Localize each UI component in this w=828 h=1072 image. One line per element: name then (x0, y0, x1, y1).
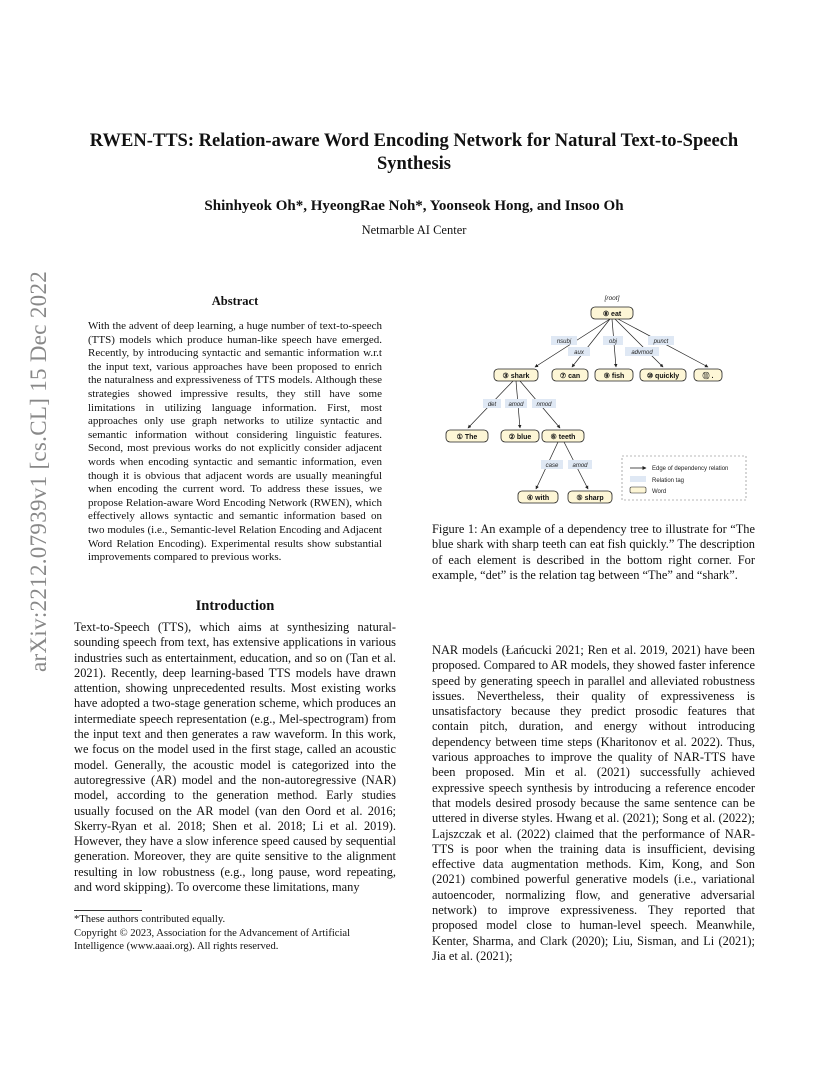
node-the: ① The (456, 434, 478, 441)
tag-advmod: advmod (631, 350, 653, 356)
introduction-column-1: Text-to-Speech (TTS), which aims at synthesizing natural-sounding speech from text, has extensive applications in various industries such as entertainment, education, and so on (Tan et al. 2021). Recently, deep learning-based TTS models have drawn attention, showing unprecedented results. Most existing works have adopted a two-stage generation scheme, which produces an intermediate speech representation (e.g., Mel-spectrogram) from the input text and then generates a raw waveform. In this work, we focus on the model used in the first stage, called an acoustic model. Generally, the acoustic model is categorized into the autoregressive (AR) model and the non-autoregressive (NAR) model, according to the generation method. Early studies usually focused on the AR model (van den Oord et al. 2016; Skerry-Ryan et al. 2018; Shen et al. 2018; Li et al. 2019). However, they have a slow inference speed caused by sequential generation. Moreover, they are quite sensitive to the alignment resulting in low robustness (e.g., long pause, word repeating, and word skipping). To overcome these limitations, many (74, 620, 396, 895)
introduction-heading: Introduction (195, 598, 275, 614)
node-fish: ⑨ fish (603, 373, 625, 380)
dependency-tree-figure (440, 292, 756, 507)
introduction-column-2: NAR models (Łańcucki 2021; Ren et al. 2019, 2021) have been proposed. Compared to AR models, they showed faster inference speed by generating speech in parallel and alleviated robustness issues. Nevertheless, their quality of expressiveness is unsatisfactory because they predict prosodic features that contain pitch, duration, and energy without introducing dependency between time steps (Kharitonov et al. 2022). Thus, various approaches to improve the quality of NAR-TTS have been proposed. Min et al. (2021) successfully achieved expressive speech synthesis by introducing a reference encoder that models desired prosody because the same sentence can be uttered in diverse styles. Hwang et al. (2021); Song et al. (2022); Lajszczak et al. (2022) claimed that the performance of NAR-TTS is poor when the training data is insufficient, devising effective data augmentation methods. Kim, Kong, and Son (2021) combined powerful generative models (i.e., variational autoencoder, normalizing flow, and generative adversarial network) to improve expressiveness. They reported that proposed model close to human-level speech. Meanwhile, Kenter, Sharma, and Clark (2020); Liu, Sisman, and Li (2021); Jia et al. (2021); (432, 643, 755, 963)
node-sharp: ⑤ sharp (576, 495, 604, 502)
node-period: ⑪ . (702, 373, 714, 380)
tag-nmod: nmod (536, 402, 552, 408)
tag-punct: punct (653, 339, 669, 345)
title-line-2: Synthesis (376, 154, 452, 174)
root-label: [root] (604, 295, 620, 302)
node-can: ⑦ can (559, 373, 581, 380)
tag-amod-2: amod (572, 463, 588, 469)
node-blue: ② blue (508, 434, 532, 441)
paper-title (60, 130, 768, 176)
tag-aux: aux (574, 350, 584, 356)
legend-word: Word (652, 489, 667, 495)
node-with: ④ with (526, 495, 550, 502)
node-shark: ③ shark (502, 373, 530, 380)
figure-legend (622, 456, 746, 500)
copyright-notice: Copyright © 2023, Association for the Advancement of Artificial Intelligence (www.aaai.org). All rights reserved. (74, 928, 351, 952)
affiliation: Netmarble AI Center (361, 223, 467, 237)
tag-det: det (487, 402, 497, 408)
tag-obj: obj (608, 339, 618, 345)
arxiv-side-label (16, 270, 56, 680)
footnote-rule (74, 910, 142, 911)
legend-edge: Edge of dependency relation (652, 466, 729, 472)
abstract-body: With the advent of deep learning, a huge number of text-to-speech (TTS) models which produce human-like speech have emerged. Recently, by introducing syntactic and semantic information w.r.t the input text, various approaches have been proposed to enrich the naturalness and expressiveness of TTS models. Although these strategies showed impressive results, they still have some limitations in utilizing language information. First, most approaches only use graph networks to utilize syntactic and semantic information without considering linguistic features. Second, most previous works do not explicitly consider adjacent words when encoding syntactic and semantic information, even though it is obvious that adjacent words are usually meaningful when encoding the current word. To address these issues, we propose Relation-aware Word Encoding Network (RWEN), which effectively allows syntactic and semantic information based on two modules (i.e., Semantic-level Relation Encoding and Adjacent Word Relation Encoding). Experimental results show substantial improvements compared to previous works. (88, 320, 382, 564)
node-eat: ⑧ eat (602, 311, 622, 318)
arxiv-id: arXiv:2212.07939v1 [cs.CL] 15 Dec 2022 (26, 270, 51, 672)
footnote: *These authors contributed equally. (74, 914, 226, 925)
tag-case: case (545, 463, 559, 469)
title-line-1: RWEN-TTS: Relation-aware Word Encoding Network for Natural Text-to-Speech (89, 131, 739, 151)
figure-caption: Figure 1: An example of a dependency tree to illustrate for “The blue shark with sharp teeth can eat fish quickly.” The description of each element is described in the bottom right corner. For example, “det” is the relation tag between “The” and “shark”. (432, 522, 755, 582)
author-list: Shinhyeok Oh*, HyeongRae Noh*, Yoonseok Hong, and Insoo Oh (204, 198, 624, 214)
node-teeth: ⑥ teeth (550, 434, 576, 441)
node-quickly: ⑩ quickly (646, 373, 680, 380)
tag-nsubj: nsubj (556, 339, 572, 345)
tag-amod: amod (508, 402, 524, 408)
legend-tag: Relation tag (652, 478, 685, 484)
abstract-heading: Abstract (211, 294, 259, 308)
